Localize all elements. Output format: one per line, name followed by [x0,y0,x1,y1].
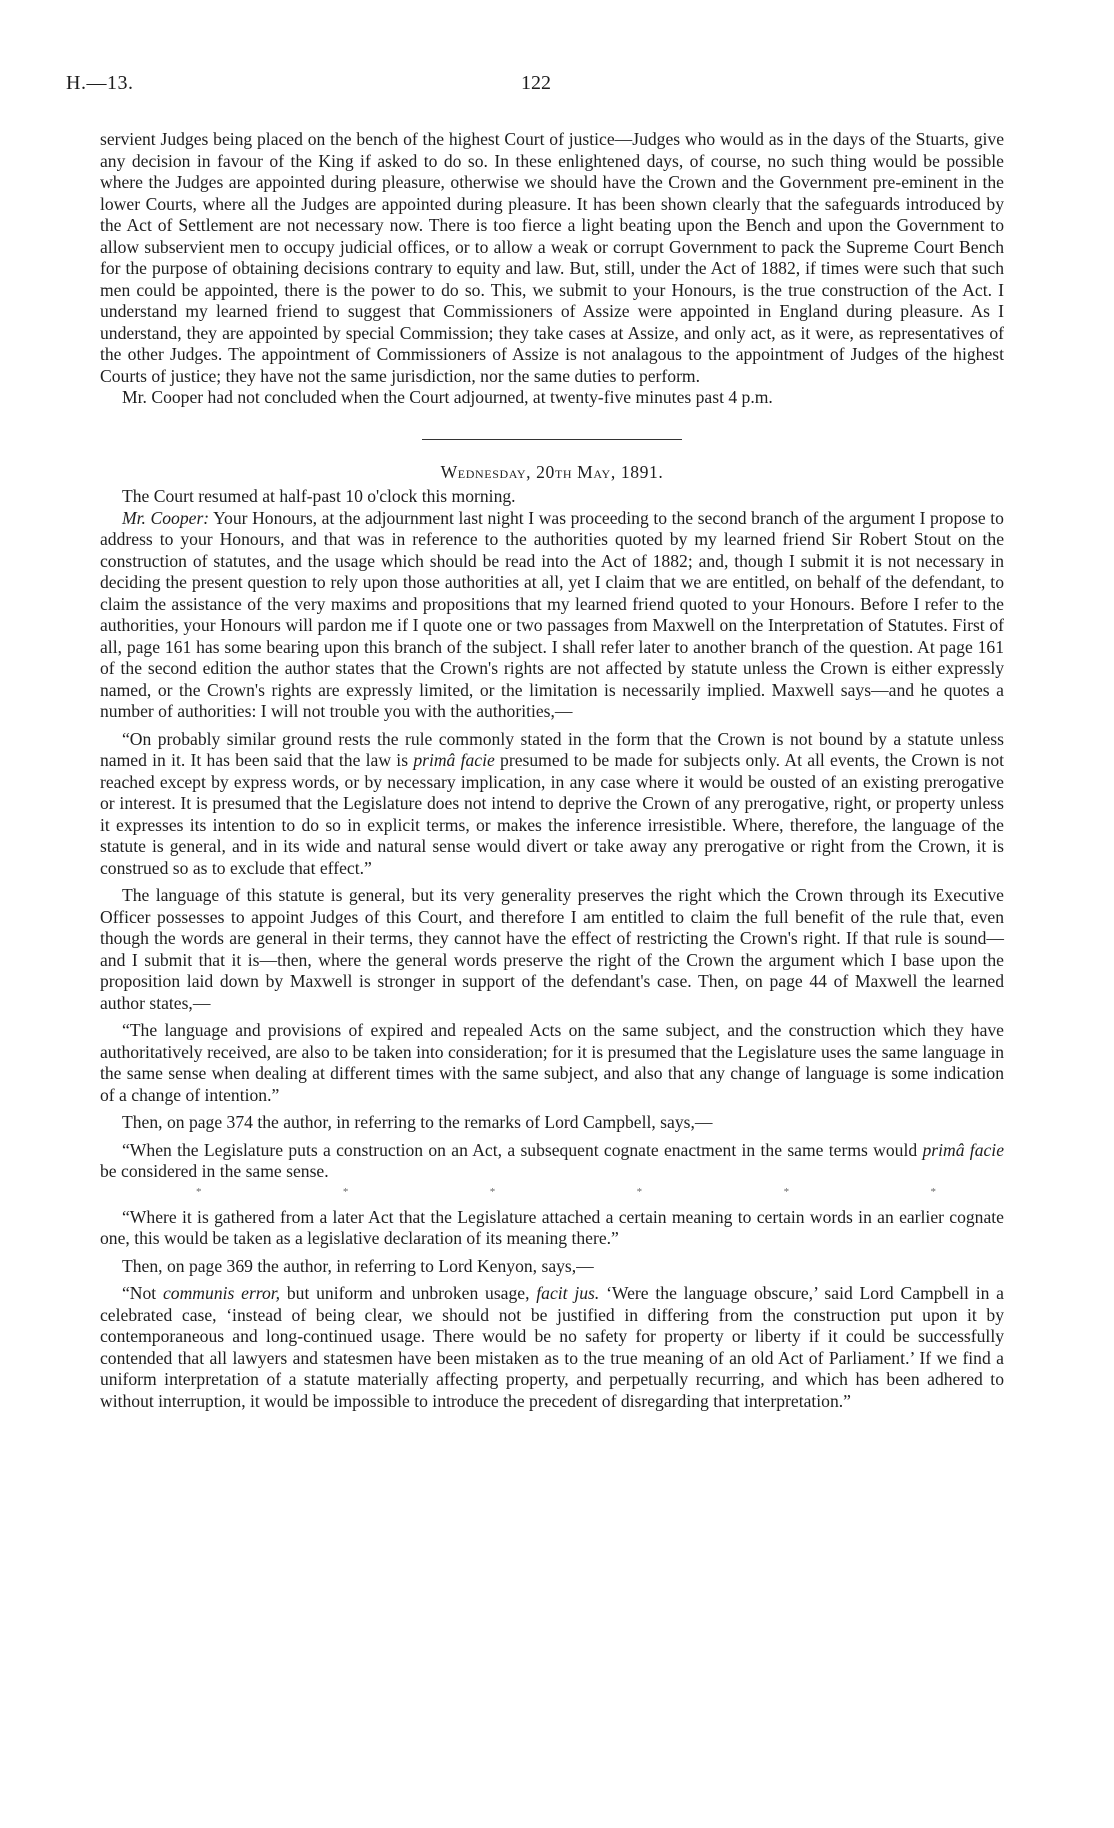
asterisk: * [930,1185,936,1198]
section-divider [422,439,682,440]
quote-text: but uniform and unbroken usage, [280,1283,537,1303]
quote-text: ‘Were the language obscure,’ said Lord Campbell in a celebrated case, ‘instead of being clear, we should not be justified in differing from the construction put upon it by contemporaneous and long-continued usage. There would be no safety for property or liberty if it could be successfully contended that all lawyers and statesmen have been mistaken as to the true meaning of an old Act of Parliament.’ If we find a uniform interpretation of a statute materially affecting property, and perpetually recurring, and which has been adhered to without interruption, it would be impossible to introduce the precedent of disregarding that interpretation.” [100,1283,1004,1411]
document-reference: H.—13. [66,72,134,94]
quote-repealed-acts: “The language and provisions of expired and repealed Acts on the same subject, and the construction which they have authoritatively received, are also to be taken into consideration; for it is presumed that the Legislature uses the same language in the same sense when dealing at different times with the same subject, and also that any change of language is some indication of a change of intention.” [100,1020,1004,1105]
argument-paragraph: Then, on page 369 the author, in referring to Lord Kenyon, says,— [122,1255,594,1276]
page-header [66,72,1006,106]
day-heading: Wednesday, 20th May, 1891. [440,461,664,482]
quote-text: be considered in the same sense. [100,1161,329,1181]
latin-term: primâ facie [413,750,495,770]
page-number: 122 [521,72,551,94]
quote-text: presumed to be made for subjects only. At all events, the Crown is not reached except by express words, or by necessary implication, in any case where it would be ousted of an existing prerogative or interest. It is presumed that the Legislature does not intend to deprive the Crown of any prerogative, right, or property unless it expresses its intention to do so in explicit terms, or makes the inference irresistible. Where, therefore, the language of the statute is general, and in its wide and natural sense would divert or take away any prerogative or right from the Crown, it is construed so as to exclude that effect.” [100,750,1005,878]
adjournment-note: Mr. Cooper had not concluded when the Court adjourned, at twenty-five minutes past 4 p.m. [122,387,773,407]
quote-text: “On probably similar ground rests the rule commonly stated in the form that the Crown is not bound by a statute unless named in it. It has been said that the law is [100,728,1004,770]
paragraph-continued: servient Judges being placed on the bench of the highest Court of justice—Judges who would as in the days of the Stuarts, give any decision in favour of the King if asked to do so. In these enlightened days, of course, no such thing would be possible where the Judges are appointed during pleasure, otherwise we should have the Crown and the Government pre-eminent in the lower Courts, where all the Judges are appointed during pleasure. It has been shown clearly that the safeguards introduced by the Act of Settlement are not necessary now. There is too fierce a light beating upon the Bench and upon the Government to allow subservient men to occupy judicial offices, or to allow a weak or corrupt Government to pack the Supreme Court Bench for the purpose of obtaining decisions contrary to equity and law. But, still, under the Act of 1882, if times were such that such men could be appointed, there is the power to do so. This, we submit to your Honours, is the true construction of the Act. I understand my learned friend to suggest that Commissioners of Assize were appointed in England during pleasure. As I understand, they are appointed by special Commission; they take cases at Assize, and only act, as it were, as representatives of the other Judges. The appointment of Commissioners of Assize is not analagous to the appointment of Judges of the highest Courts of justice; they have not the same jurisdiction, nor the same duties to perform. [100,129,1004,386]
cooper-argument-text: Your Honours, at the adjournment last night I was proceeding to the second branch of the argument I propose to address to your Honours, and that was in reference to the authorities quoted by my learned friend Sir Robert Stout on the construction of statutes, and the usage which should be read into the Act of 1882; and, though I submit it is not necessary in deciding the present question to rely upon those authorities at all, yet I claim that we are entitled, on behalf of the defendant, to claim the assistance of the very maxims and propositions that my learned friend quoted to your Honours. Before I refer to the authorities, your Honours will pardon me if I quote one or two passages from Maxwell on the Interpretation of Statutes. First of all, page 161 has some bearing upon this branch of the subject. I shall refer later to another branch of the question. At page 161 of the second edition the author states that the Crown's rights are not affected by statute unless the Crown is either expressly named, or the Crown's rights are expressly limited, or the limitation is necessarily implied. Maxwell says—and he quotes a number of authorities: I will not trouble you with the authorities,— [100,507,1004,721]
speaker-name: Mr. Cooper: [122,507,210,528]
quote-legislature-construction [100,1140,1004,1183]
quote-crown-not-bound [100,729,1004,880]
quote-later-act: “Where it is gathered from a later Act that the Legislature attached a certain meaning to certain words in an earlier cognate one, this would be taken as a legislative declaration of its meaning there.” [100,1206,1004,1248]
quote-text: “Not [122,1283,163,1303]
argument-paragraph: Then, on page 374 the author, in referring to the remarks of Lord Campbell, says,— [122,1112,713,1132]
court-resumed-note: The Court resumed at half-past 10 o'clock this morning. [122,486,516,506]
quote-text: “When the Legislature puts a construction on an Act, a subsequent cognate enactment in the same terms would [122,1139,923,1160]
asterisk: * [342,1185,349,1198]
latin-term: communis error, [163,1283,281,1303]
argument-paragraph: The language of this statute is general, but its very generality preserves the right which the Crown through its Executive Officer possesses to appoint Judges of this Court, and therefore I am entitled to claim the full benefit of the rule that, even though the words are general in their terms, they cannot have the effect of restricting the Crown's right. If that rule is sound—and I submit that it is—then, where the general words preserve the right of the Crown the argument which I base upon the proposition laid down by Maxwell is stronger in support of the defendant's case. Then, on page 44 of Maxwell the learned author states,— [100,885,1004,1013]
page-body [100,129,1004,1412]
asterisk: * [196,1185,202,1198]
omission-asterisks [100,1186,1004,1198]
cooper-argument-paragraph [100,508,1004,723]
latin-term: primâ facie [922,1139,1004,1160]
latin-term: facit jus. [536,1283,600,1303]
asterisk: * [489,1185,496,1198]
quote-usage [100,1283,1004,1412]
asterisk: * [636,1185,643,1198]
asterisk: * [783,1185,790,1198]
